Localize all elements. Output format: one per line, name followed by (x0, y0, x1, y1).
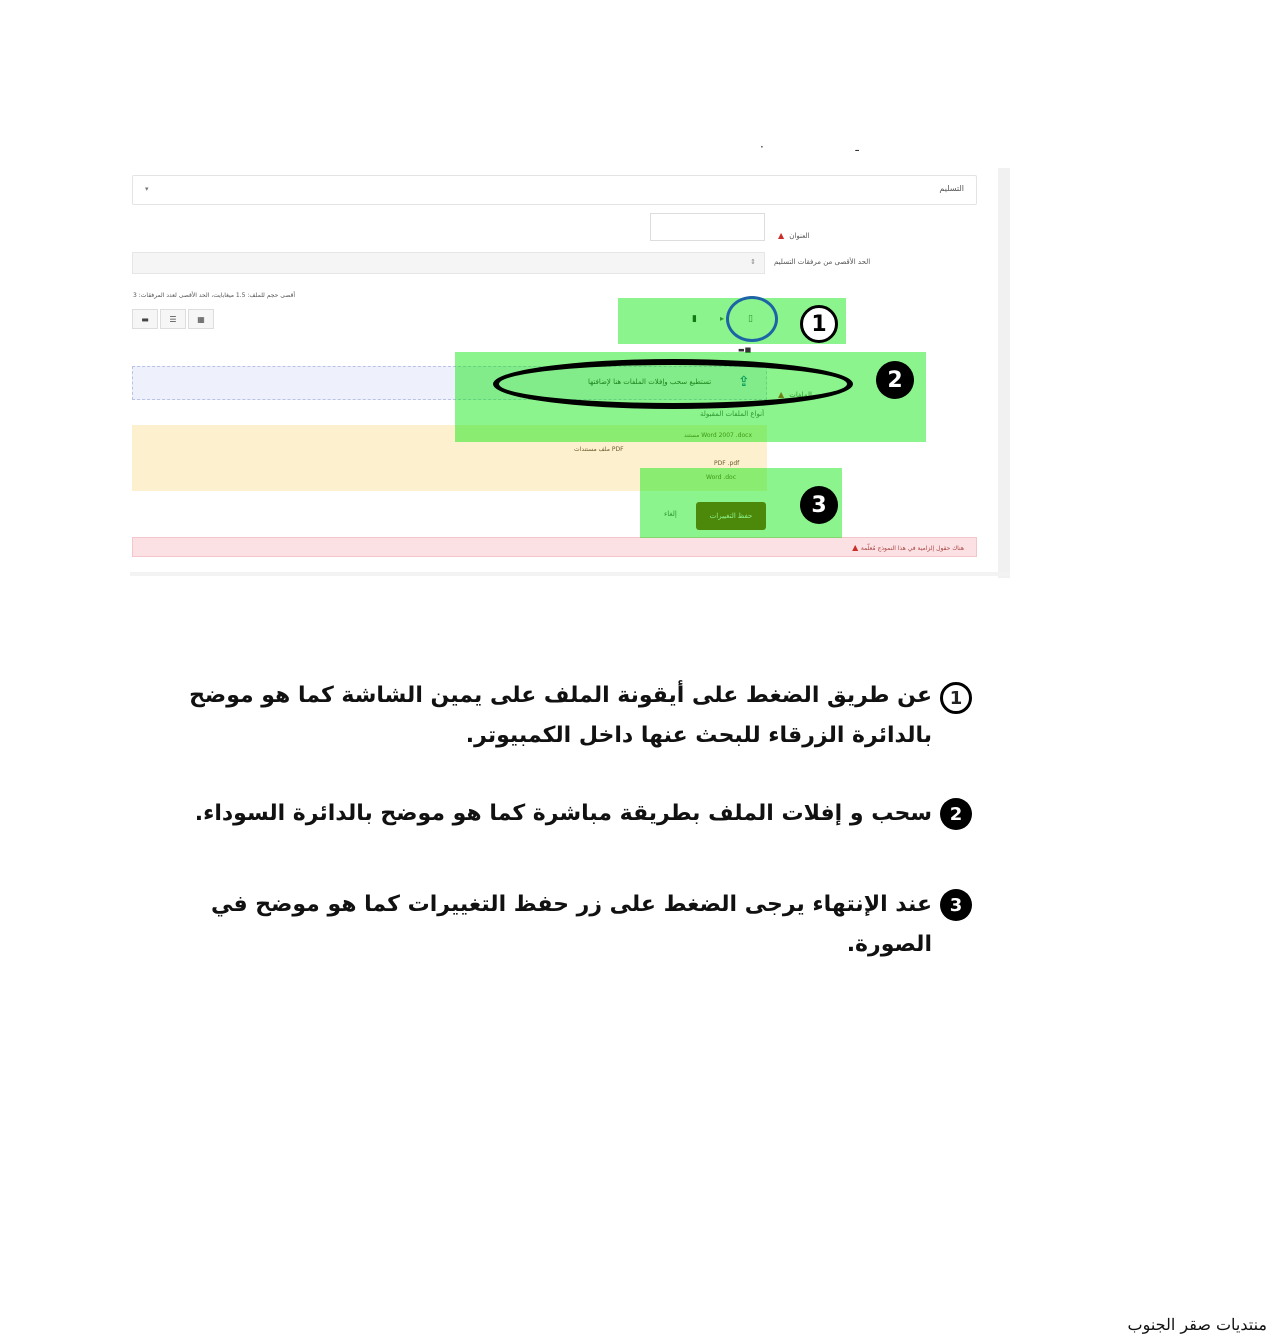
file-limits-note: أقصى حجم للملف: 1.5 ميغابايت، الحد الأقصى لعدد المرفقات: 3 (133, 292, 296, 299)
list-view-icon[interactable]: ☰ (160, 309, 186, 329)
required-icon: ▲ (778, 231, 785, 240)
instruction-3-text: عند الإنتهاء يرجى الضغط على زر حفظ التغييرات كما هو موضح في الصورة. (210, 892, 932, 957)
file-add-icon[interactable]: ▮ (692, 314, 697, 324)
accepted-types-title: أنواع الملفات المقبولة (700, 410, 765, 418)
files-label: الملفات (789, 391, 812, 399)
cancel-button[interactable]: إلغاء (664, 510, 677, 518)
title-input[interactable] (650, 213, 765, 241)
type-line: Word .doc (706, 474, 737, 481)
screenshot-edge (998, 168, 1010, 578)
blue-circle-marker (726, 296, 778, 342)
upload-icon[interactable]: ⇪ (738, 374, 750, 390)
instruction-3-number: 3 (940, 889, 972, 921)
folder-icon: ▬■ (738, 346, 752, 354)
grid-view-icon[interactable]: ▦ (188, 309, 214, 329)
forum-signature: منتديات صقر الجنوب (1127, 1315, 1267, 1334)
view-mode-buttons (132, 309, 214, 329)
instruction-2-number: 2 (940, 798, 972, 830)
required-fields-alert (132, 537, 977, 557)
max-attachments-label: الحد الأقصى من مرفقات التسليم (774, 258, 871, 266)
cropped-heading: · ـ (760, 140, 859, 154)
black-circle-marker (493, 359, 853, 409)
dropzone-text: تستطيع سحب وإفلات الملفات هنا لإضافتها (588, 378, 712, 386)
screenshot-bottom-edge (130, 572, 1010, 576)
step-1-marker: 1 (800, 305, 838, 343)
title-label: العنوان (789, 232, 810, 240)
alert-message: هناك حقول إلزامية في هذا النموذج مُعلّمة (860, 545, 964, 552)
type-line: مستند Word 2007 .docx (684, 432, 752, 439)
required-icon: ▲ (778, 390, 785, 399)
step-2-marker: 2 (876, 361, 914, 399)
status-select[interactable] (132, 175, 977, 205)
chevron-icon: ⇕ (750, 258, 756, 266)
file-icon[interactable]: ▯ (748, 314, 753, 324)
instruction-1-number: 1 (940, 682, 972, 714)
instruction-2-text: سحب و إفلات الملف بطريقة مباشرة كما هو موضح بالدائرة السوداء. (194, 801, 932, 826)
max-attachments-select[interactable] (132, 252, 765, 274)
status-select-value: التسليم (939, 184, 964, 193)
alert-text (852, 543, 964, 552)
chevron-down-icon: ▾ (145, 185, 149, 193)
type-line: ملف مستندات PDF (574, 446, 624, 453)
folder-view-icon[interactable]: ▬ (132, 309, 158, 329)
title-label-row (778, 223, 810, 242)
step-3-marker: 3 (800, 486, 838, 524)
type-line: PDF .pdf (714, 460, 740, 467)
save-changes-button[interactable]: حفظ التغييرات (696, 502, 766, 530)
arrow-icon: ▸ (720, 314, 725, 323)
warning-icon: ▲ (852, 543, 861, 552)
instruction-1-text: عن طريق الضغط على أيقونة الملف على يمين الشاشة كما هو موضح بالدائرة الزرقاء للبحث عنها داخل الكمبيوتر. (189, 683, 932, 748)
